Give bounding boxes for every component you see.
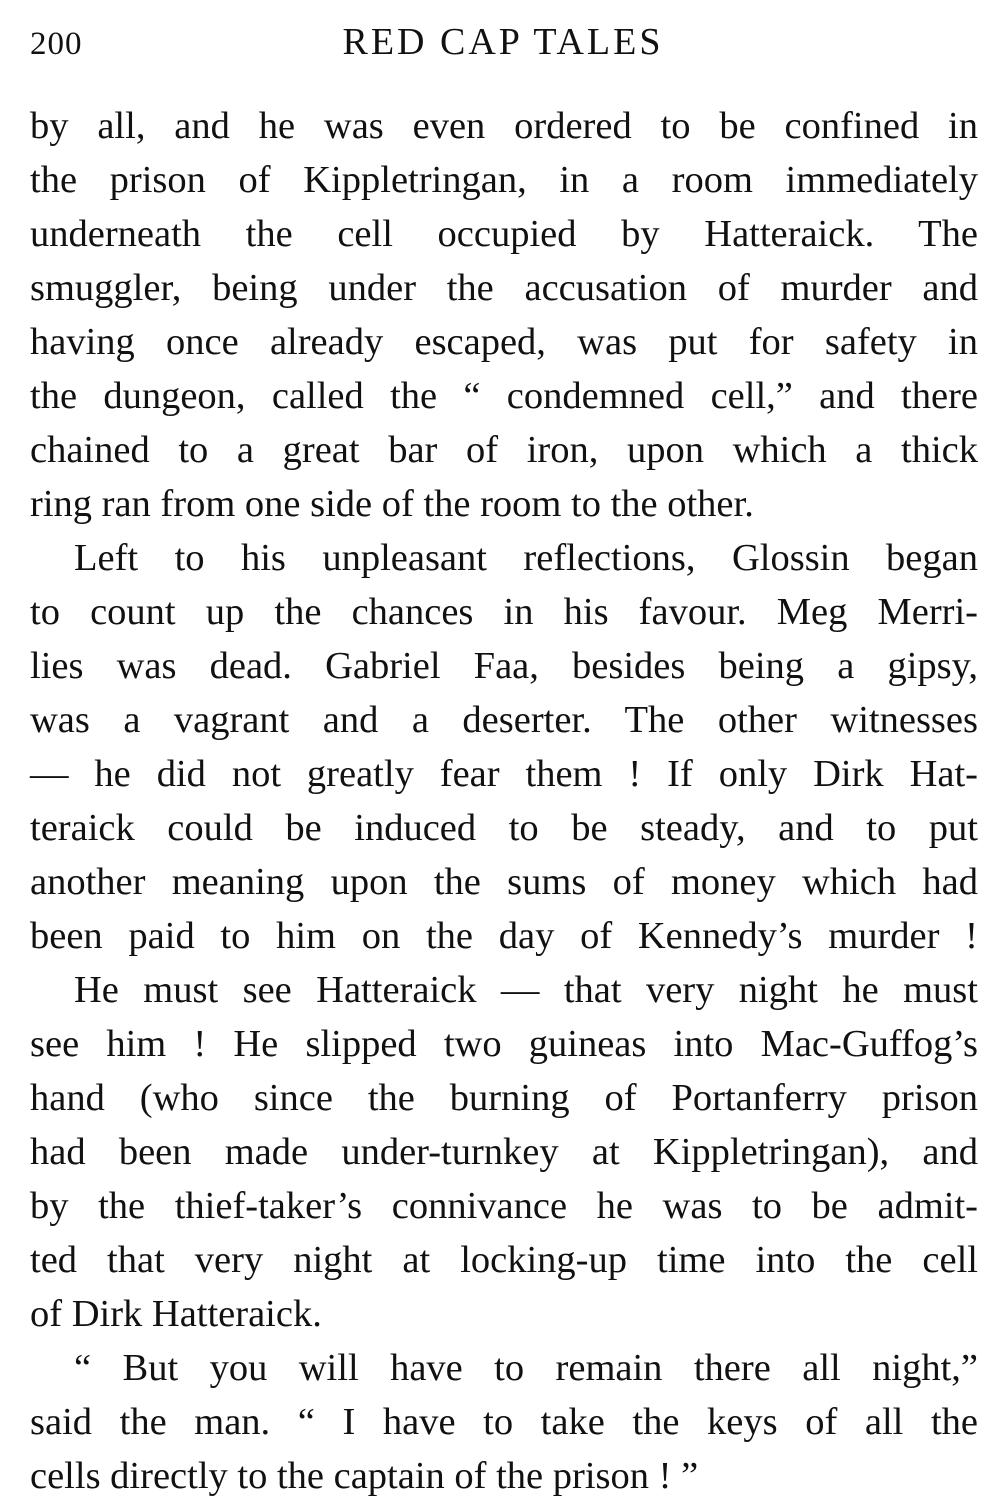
text-line: — he did not greatly fear them ! If only Dirk Hat-	[30, 753, 978, 795]
running-title: RED CAP TALES	[342, 21, 664, 63]
text-line: ring ran from one side of the room to the other.	[30, 483, 754, 525]
paragraph-first-line: He must see Hatteraick — that very night he must	[74, 969, 978, 1011]
text-line: was a vagrant and a deserter. The other witnesses	[30, 699, 978, 741]
text-line: ted that very night at locking-up time into the cell	[30, 1239, 978, 1281]
text-line: by all, and he was even ordered to be confined in	[30, 105, 978, 147]
text-line: to count up the chances in his favour. Meg Merri-	[30, 591, 978, 633]
text-line: by the thief-taker’s connivance he was to be admit-	[30, 1185, 978, 1227]
text-line: of Dirk Hatteraick.	[30, 1293, 322, 1335]
text-line: chained to a great bar of iron, upon which a thick	[30, 429, 978, 471]
text-line: the dungeon, called the “ condemned cell,” and there	[30, 375, 978, 417]
text-line: cells directly to the captain of the prison ! ”	[30, 1455, 699, 1497]
text-line: having once already escaped, was put for safety in	[30, 321, 978, 363]
text-line: smuggler, being under the accusation of murder and	[30, 267, 978, 309]
text-line: the prison of Kippletringan, in a room immediately	[30, 159, 978, 201]
text-line: teraick could be induced to be steady, and to put	[30, 807, 978, 849]
text-line: said the man. “ I have to take the keys of all the	[30, 1401, 978, 1443]
text-line: see him ! He slipped two guineas into Mac-Guffog’s	[30, 1023, 978, 1065]
page-number: 200	[30, 26, 83, 62]
text-line: had been made under-turnkey at Kippletringan), and	[30, 1131, 978, 1173]
text-line: been paid to him on the day of Kennedy’s murder !	[30, 915, 978, 957]
text-line: another meaning upon the sums of money which had	[30, 861, 978, 903]
paragraph-first-line: “ But you will have to remain there all night,”	[74, 1347, 978, 1389]
text-line: underneath the cell occupied by Hatteraick. The	[30, 213, 978, 255]
paragraph-first-line: Left to his unpleasant reflections, Glossin began	[74, 537, 978, 579]
text-line: hand (who since the burning of Portanferry prison	[30, 1077, 978, 1119]
page-header	[30, 20, 976, 70]
text-line: lies was dead. Gabriel Faa, besides being a gipsy,	[30, 645, 978, 687]
